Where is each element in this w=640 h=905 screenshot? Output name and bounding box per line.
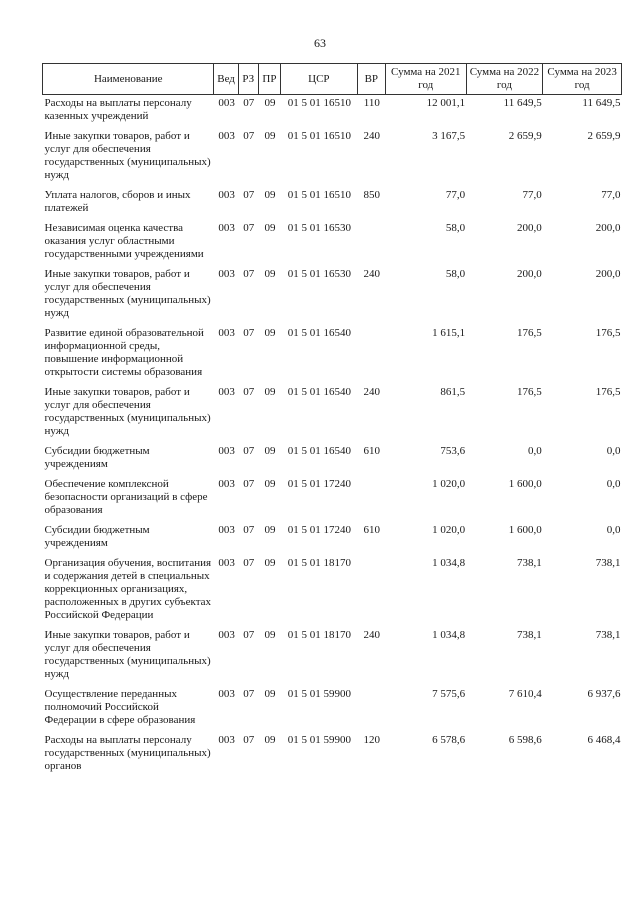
row-sum-2023: 738,1 [595,557,621,569]
table-header [43,64,622,95]
row-rz: 07 [243,445,255,457]
header-rz: РЗ [238,64,258,95]
row-sum-2021: 1 020,0 [432,524,466,536]
table-row [43,266,622,325]
table-row [43,220,622,266]
table-row [43,128,622,187]
row-sum-2023: 6 937,6 [587,688,621,700]
header-ved: Вед [214,64,238,95]
row-name: Расходы на выплаты персоналу казенных учреждений [44,97,192,122]
row-name: Иные закупки товаров, работ и услуг для обеспечения государственных (муниципальных) нужд [44,130,211,181]
row-vr [357,325,385,384]
row-sum-2023: 11 649,5 [582,97,621,109]
row-pr: 09 [264,268,276,280]
row-rz: 07 [243,189,255,201]
row-name: Осуществление переданных полномочий Российской Федерации в сфере образования [44,688,196,726]
row-pr: 09 [264,629,276,641]
table-row [43,187,622,220]
row-csr: 01 5 01 16540 [287,327,351,339]
row-csr: 01 5 01 59900 [287,688,351,700]
row-sum-2021: 58,0 [445,222,466,234]
row-name: Обеспечение комплексной безопасности организаций в сфере образования [44,478,208,516]
row-csr: 01 5 01 16530 [287,222,351,234]
row-name: Уплата налогов, сборов и иных платежей [44,189,191,214]
row-csr: 01 5 01 16540 [287,445,351,457]
row-pr: 09 [264,688,276,700]
row-sum-2022: 7 610,4 [508,688,542,700]
table-row [43,325,622,384]
row-sum-2022: 77,0 [522,189,542,201]
row-sum-2021: 58,0 [445,268,466,280]
row-sum-2022: 1 600,0 [508,524,542,536]
row-ved: 003 [218,327,235,339]
row-sum-2021: 12 001,1 [426,97,466,109]
row-name: Иные закупки товаров, работ и услуг для обеспечения государственных (муниципальных) нужд [44,386,211,437]
row-rz: 07 [243,97,255,109]
row-sum-2022: 738,1 [517,629,542,641]
row-rz: 07 [243,268,255,280]
table-row [43,443,622,476]
row-rz: 07 [243,734,255,746]
header-csr: ЦСР [281,64,358,95]
row-sum-2021: 1 615,1 [432,327,466,339]
row-pr: 09 [264,327,276,339]
row-pr: 09 [264,557,276,569]
table-row [43,627,622,686]
row-rz: 07 [243,688,255,700]
row-sum-2021: 6 578,6 [432,734,466,746]
row-name: Развитие единой образовательной информационной среды, повышение информационной открытости системы образования [44,327,204,378]
row-sum-2021: 77,0 [445,189,466,201]
row-vr: 240 [363,130,381,142]
row-sum-2021: 861,5 [440,386,466,398]
row-sum-2021: 1 034,8 [432,557,466,569]
row-sum-2021: 1 020,0 [432,478,466,490]
row-sum-2021: 753,6 [440,445,466,457]
row-csr: 01 5 01 16540 [287,386,351,398]
row-pr: 09 [264,478,276,490]
row-csr: 01 5 01 18170 [287,557,351,569]
table-row [43,555,622,627]
row-sum-2022: 176,5 [517,327,542,339]
row-ved: 003 [218,524,235,536]
row-vr: 110 [363,97,380,109]
row-pr: 09 [264,130,276,142]
table-row [43,476,622,522]
row-sum-2022: 200,0 [517,268,542,280]
row-vr: 240 [363,629,381,641]
row-vr: 240 [363,268,381,280]
row-ved: 003 [218,688,235,700]
row-vr [357,476,385,522]
table-row [43,522,622,555]
row-csr: 01 5 01 16510 [287,189,351,201]
row-ved: 003 [218,557,235,569]
row-rz: 07 [243,386,255,398]
table-row [43,384,622,443]
row-sum-2022: 2 659,9 [508,130,542,142]
row-ved: 003 [218,222,235,234]
row-sum-2023: 738,1 [595,629,621,641]
row-rz: 07 [243,557,255,569]
row-sum-2023: 77,0 [601,189,621,201]
table-row [43,732,622,778]
row-sum-2022: 176,5 [517,386,542,398]
row-rz: 07 [243,629,255,641]
row-ved: 003 [218,734,235,746]
row-vr: 240 [363,386,381,398]
row-pr: 09 [264,222,276,234]
row-rz: 07 [243,222,255,234]
row-csr: 01 5 01 16530 [287,268,351,280]
row-rz: 07 [243,130,255,142]
header-name: Наименование [43,64,214,95]
row-csr: 01 5 01 18170 [287,629,351,641]
header-vr: ВР [357,64,385,95]
row-sum-2022: 0,0 [528,445,542,457]
row-pr: 09 [264,97,276,109]
row-name: Субсидии бюджетным учреждениям [44,524,150,549]
row-sum-2021: 7 575,6 [432,688,466,700]
row-vr [357,220,385,266]
row-sum-2022: 738,1 [517,557,542,569]
header-sum-2022: Сумма на 2022 год [466,64,543,95]
row-rz: 07 [243,327,255,339]
row-sum-2023: 0,0 [606,478,621,490]
row-name: Иные закупки товаров, работ и услуг для обеспечения государственных (муниципальных) нужд [44,268,211,319]
row-sum-2023: 0,0 [606,445,621,457]
table-row [43,95,622,129]
row-ved: 003 [218,130,235,142]
row-sum-2023: 200,0 [595,222,621,234]
row-vr [357,686,385,732]
row-sum-2022: 11 649,5 [503,97,542,109]
row-rz: 07 [243,524,255,536]
row-name: Организация обучения, воспитания и содержания детей в специальных коррекционных организациях, расположенных в других субъектах Российской Федерации [44,557,212,621]
row-ved: 003 [218,478,235,490]
row-sum-2023: 176,5 [595,327,621,339]
row-pr: 09 [264,734,276,746]
row-pr: 09 [264,386,276,398]
row-sum-2022: 200,0 [517,222,542,234]
row-name: Иные закупки товаров, работ и услуг для обеспечения государственных (муниципальных) нужд [44,629,211,680]
row-csr: 01 5 01 16510 [287,97,351,109]
row-sum-2023: 200,0 [595,268,621,280]
row-ved: 003 [218,386,235,398]
table-row [43,686,622,732]
row-pr: 09 [264,445,276,457]
row-sum-2022: 1 600,0 [508,478,542,490]
budget-table [42,63,622,778]
row-sum-2023: 6 468,4 [587,734,621,746]
row-vr: 850 [363,189,381,201]
row-sum-2023: 176,5 [595,386,621,398]
row-ved: 003 [218,445,235,457]
row-sum-2023: 2 659,9 [587,130,621,142]
row-vr: 610 [363,445,381,457]
row-sum-2023: 0,0 [606,524,621,536]
row-ved: 003 [218,97,235,109]
row-name: Субсидии бюджетным учреждениям [44,445,150,470]
row-name: Расходы на выплаты персоналу государственных (муниципальных) органов [44,734,211,772]
row-vr [357,555,385,627]
row-pr: 09 [264,524,276,536]
row-sum-2021: 3 167,5 [432,130,466,142]
row-sum-2022: 6 598,6 [508,734,542,746]
row-name: Независимая оценка качества оказания услуг областными государственными учреждениями [44,222,204,260]
header-sum-2023: Сумма на 2023 год [543,64,622,95]
row-csr: 01 5 01 59900 [287,734,351,746]
row-vr: 610 [363,524,381,536]
row-rz: 07 [243,478,255,490]
row-sum-2021: 1 034,8 [432,629,466,641]
row-ved: 003 [218,268,235,280]
row-csr: 01 5 01 16510 [287,130,351,142]
row-ved: 003 [218,629,235,641]
row-ved: 003 [218,189,235,201]
header-pr: ПР [258,64,280,95]
page-number: 63 [314,36,326,50]
row-csr: 01 5 01 17240 [287,524,351,536]
row-vr: 120 [363,734,381,746]
row-csr: 01 5 01 17240 [287,478,351,490]
table-body [43,95,622,779]
header-sum-2021: Сумма на 2021 год [385,64,466,95]
row-pr: 09 [264,189,276,201]
